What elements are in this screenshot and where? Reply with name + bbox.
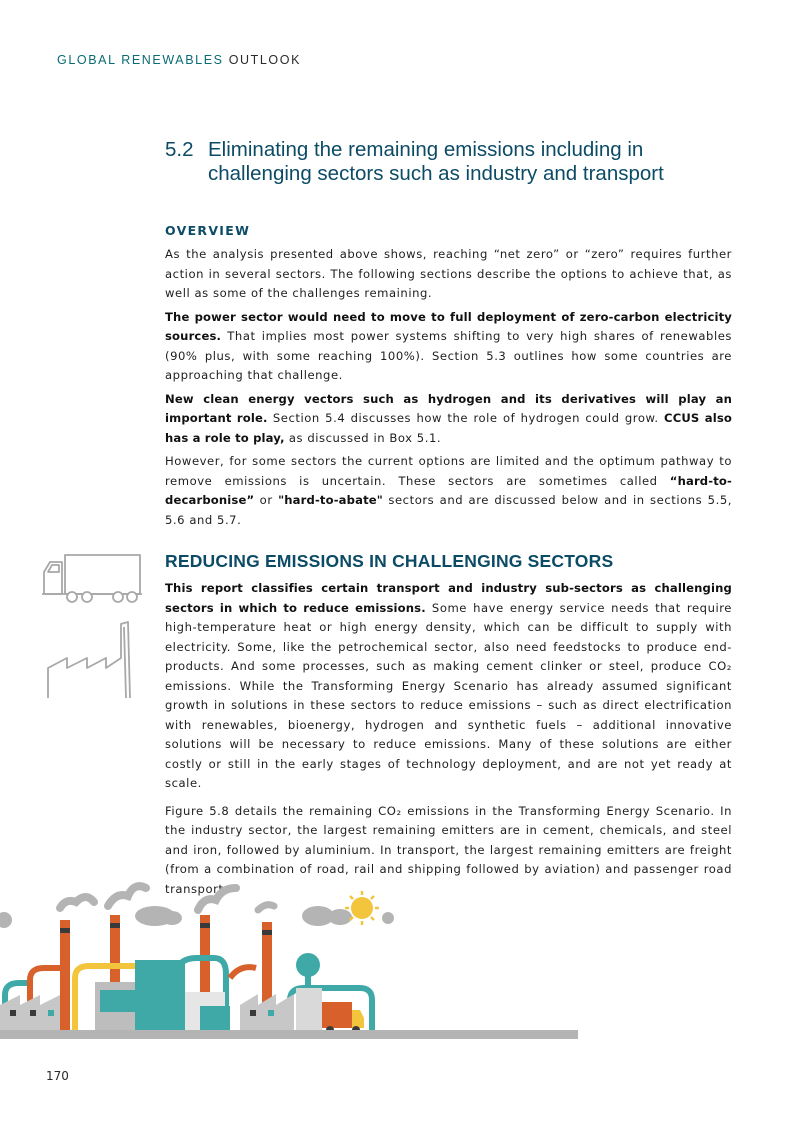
truck-icon <box>40 552 150 606</box>
page-number: 170 <box>46 1069 69 1083</box>
section-title-text: Eliminating the remaining emissions including in challenging sectors such as industry and transport <box>208 138 664 185</box>
clean-vectors-bold: New clean energy vectors such as hydrogen and its derivatives will play an important role. <box>165 391 732 425</box>
power-sector-text: That implies most power systems shifting to very high shares of renewables (90% plus, with some reaching 100%). Section 5.3 outlines how some countries are approaching that challenge. <box>165 329 732 382</box>
challenging-section <box>165 579 732 899</box>
section-title <box>165 138 725 185</box>
factory-icon <box>44 619 139 701</box>
header-outlook: OUTLOOK <box>228 53 302 67</box>
ground-line <box>0 1030 578 1039</box>
challenging-paragraph-2: Figure 5.8 details the remaining CO₂ emissions in the Transforming Energy Scenario. In the industry sector, the largest remaining emitters are in cement, chemicals, and steel and iron, followed by aluminium. In transport, the largest remaining emitters are freight (from a combination of road, rail and shipping followed by aviation) and passenger road transport. <box>165 803 732 896</box>
hard-to-decarbonise-bold: “hard-to-decarbonise” <box>165 473 732 507</box>
sections-reference-text: sectors and are discussed below and in sections 5.5, 5.6 and 5.7. <box>165 493 732 527</box>
overview-paragraph-4 <box>165 452 732 530</box>
section-number: 5.2 <box>165 138 194 161</box>
challenging-paragraph-1 <box>165 579 732 794</box>
power-sector-bold: The power sector would need to move to full deployment of zero-carbon electricity sources. <box>165 309 732 343</box>
ccus-bold: CCUS also has a role to play, <box>165 411 732 445</box>
hard-sectors-intro: However, for some sectors the current options are limited and the optimum pathway to remove emissions is uncertain. These sectors are sometimes called <box>165 454 732 488</box>
challenging-text: Some have energy service needs that require high-temperature heat or high energy density, which can be difficult to supply with electricity. Some, like the petrochemical sector, also need feedstocks to produce end-products. And some processes, such as making cement clinker or steel, produce CO₂ emissions. While the Transforming Energy Scenario has already assumed significant growth in solutions in these sectors to reduce emissions – such as direct electrification with renewables, bioenergy, hydrogen and synthetic fuels – additional innovative solutions will be necessary to reduce emissions. Many of these solutions are either costly or still in the early stages of technology deployment, and are not yet ready at scale. <box>165 600 732 790</box>
cargo-truck <box>322 1002 364 1034</box>
smoke-clouds <box>0 886 394 928</box>
overview-section <box>165 245 732 530</box>
overview-paragraph-2 <box>165 308 732 386</box>
sun-icon <box>345 891 379 925</box>
factory-buildings <box>0 953 322 1030</box>
hard-to-abate-bold: "hard-to-abate" <box>278 493 383 507</box>
overview-heading: OVERVIEW <box>165 223 251 238</box>
overview-paragraph-3 <box>165 390 732 449</box>
industrial-skyline-illustration <box>0 870 590 1045</box>
challenging-sectors-heading: REDUCING EMISSIONS IN CHALLENGING SECTORS <box>165 551 614 571</box>
or-text: or <box>254 493 279 507</box>
box-reference-text: as discussed in Box 5.1. <box>284 430 442 445</box>
overview-paragraph-1: As the analysis presented above shows, reaching “net zero” or “zero” requires further action in several sectors. The following sections describe the options to achieve that, as well as some of the challenges remaining. <box>165 247 732 300</box>
running-header <box>57 53 301 67</box>
classifies-bold: This report classifies certain transport and industry sub-sectors as challenging sectors in which to reduce emissions. <box>165 581 732 615</box>
hydrogen-text: Section 5.4 discusses how the role of hydrogen could grow. <box>267 411 665 425</box>
header-global-renewables: GLOBAL RENEWABLES <box>57 53 224 67</box>
